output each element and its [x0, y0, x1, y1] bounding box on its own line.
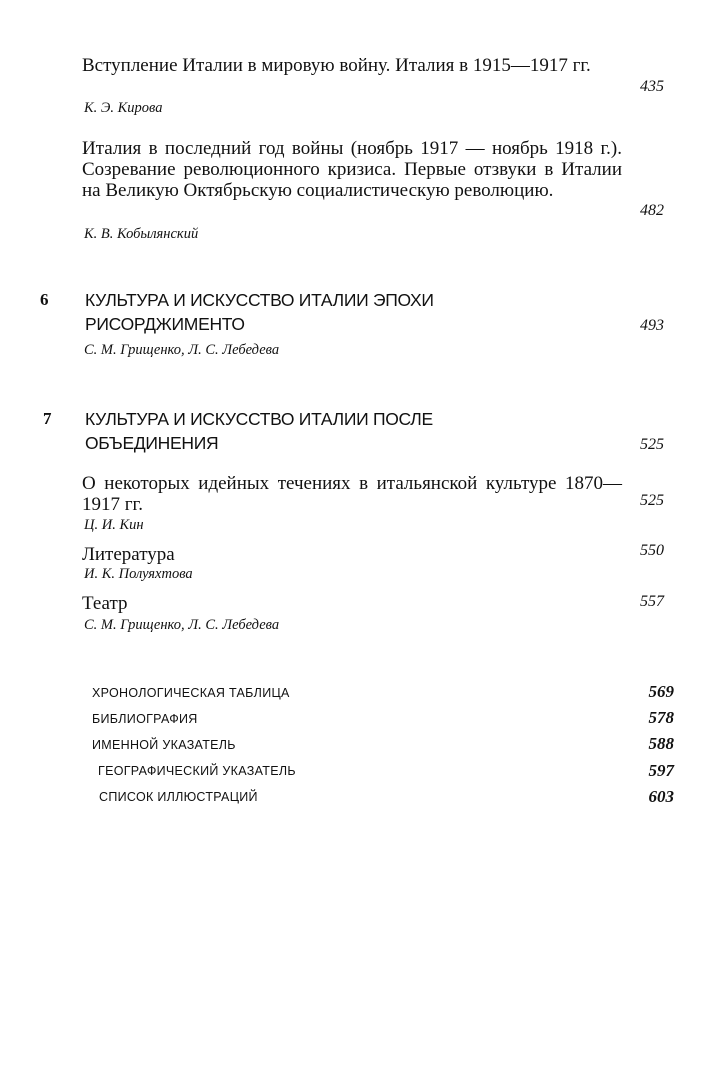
- section-author: И. К. Полуяхтова: [84, 566, 193, 582]
- page-number: 597: [648, 761, 674, 780]
- section-author: Ц. И. Кин: [84, 517, 144, 533]
- page-number: 588: [648, 734, 674, 753]
- page-number: 435: [640, 78, 664, 95]
- chapter-title-line1: КУЛЬТУРА И ИСКУССТВО ИТАЛИИ ПОСЛЕ: [85, 409, 433, 429]
- page-number: 525: [640, 492, 664, 509]
- chapter-title-line2: РИСОРДЖИМЕНТО: [85, 314, 245, 334]
- chapter-title-line1: КУЛЬТУРА И ИСКУССТВО ИТАЛИИ ЭПОХИ: [85, 290, 434, 310]
- chapter-number: 6: [40, 290, 49, 309]
- page-number: 525: [640, 436, 664, 453]
- chapter-author: С. М. Грищенко, Л. С. Лебедева: [84, 342, 280, 358]
- entry-title: Италия в последний год войны (ноябрь 1917 — ноябрь 1918 г.). Созревание революционного кризиса. Первые отзвуки в Италии на Великую Октябрьскую социалистическую революцию.: [82, 138, 622, 201]
- back-matter-title: БИБЛИОГРАФИЯ: [92, 712, 198, 726]
- chapter-number: 7: [43, 409, 52, 428]
- page-number: 603: [648, 787, 674, 806]
- back-matter-title: ХРОНОЛОГИЧЕСКАЯ ТАБЛИЦА: [92, 686, 290, 700]
- section-title: О некоторых идейных течениях в итальянской культуре 1870—1917 гг.: [82, 473, 622, 515]
- back-matter-title: СПИСОК ИЛЛЮСТРАЦИЙ: [99, 790, 258, 804]
- section-title: Литература: [82, 544, 175, 565]
- entry-title: Вступление Италии в мировую войну. Италия в 1915—1917 гг.: [82, 55, 591, 76]
- page-number: 493: [640, 317, 664, 334]
- entry-author: К. В. Кобылянский: [84, 226, 199, 242]
- chapter-title-line2: ОБЪЕДИНЕНИЯ: [85, 433, 219, 453]
- section-title: Театр: [82, 593, 128, 614]
- page-number: 550: [640, 542, 664, 559]
- page-number: 569: [648, 682, 674, 701]
- page-number: 482: [640, 202, 664, 219]
- back-matter-title: ГЕОГРАФИЧЕСКИЙ УКАЗАТЕЛЬ: [98, 764, 296, 778]
- page-number: 578: [648, 708, 674, 727]
- page-number: 557: [640, 593, 664, 610]
- back-matter-title: ИМЕННОЙ УКАЗАТЕЛЬ: [92, 738, 236, 752]
- section-author: С. М. Грищенко, Л. С. Лебедева: [84, 617, 280, 633]
- entry-author: К. Э. Кирова: [84, 100, 163, 116]
